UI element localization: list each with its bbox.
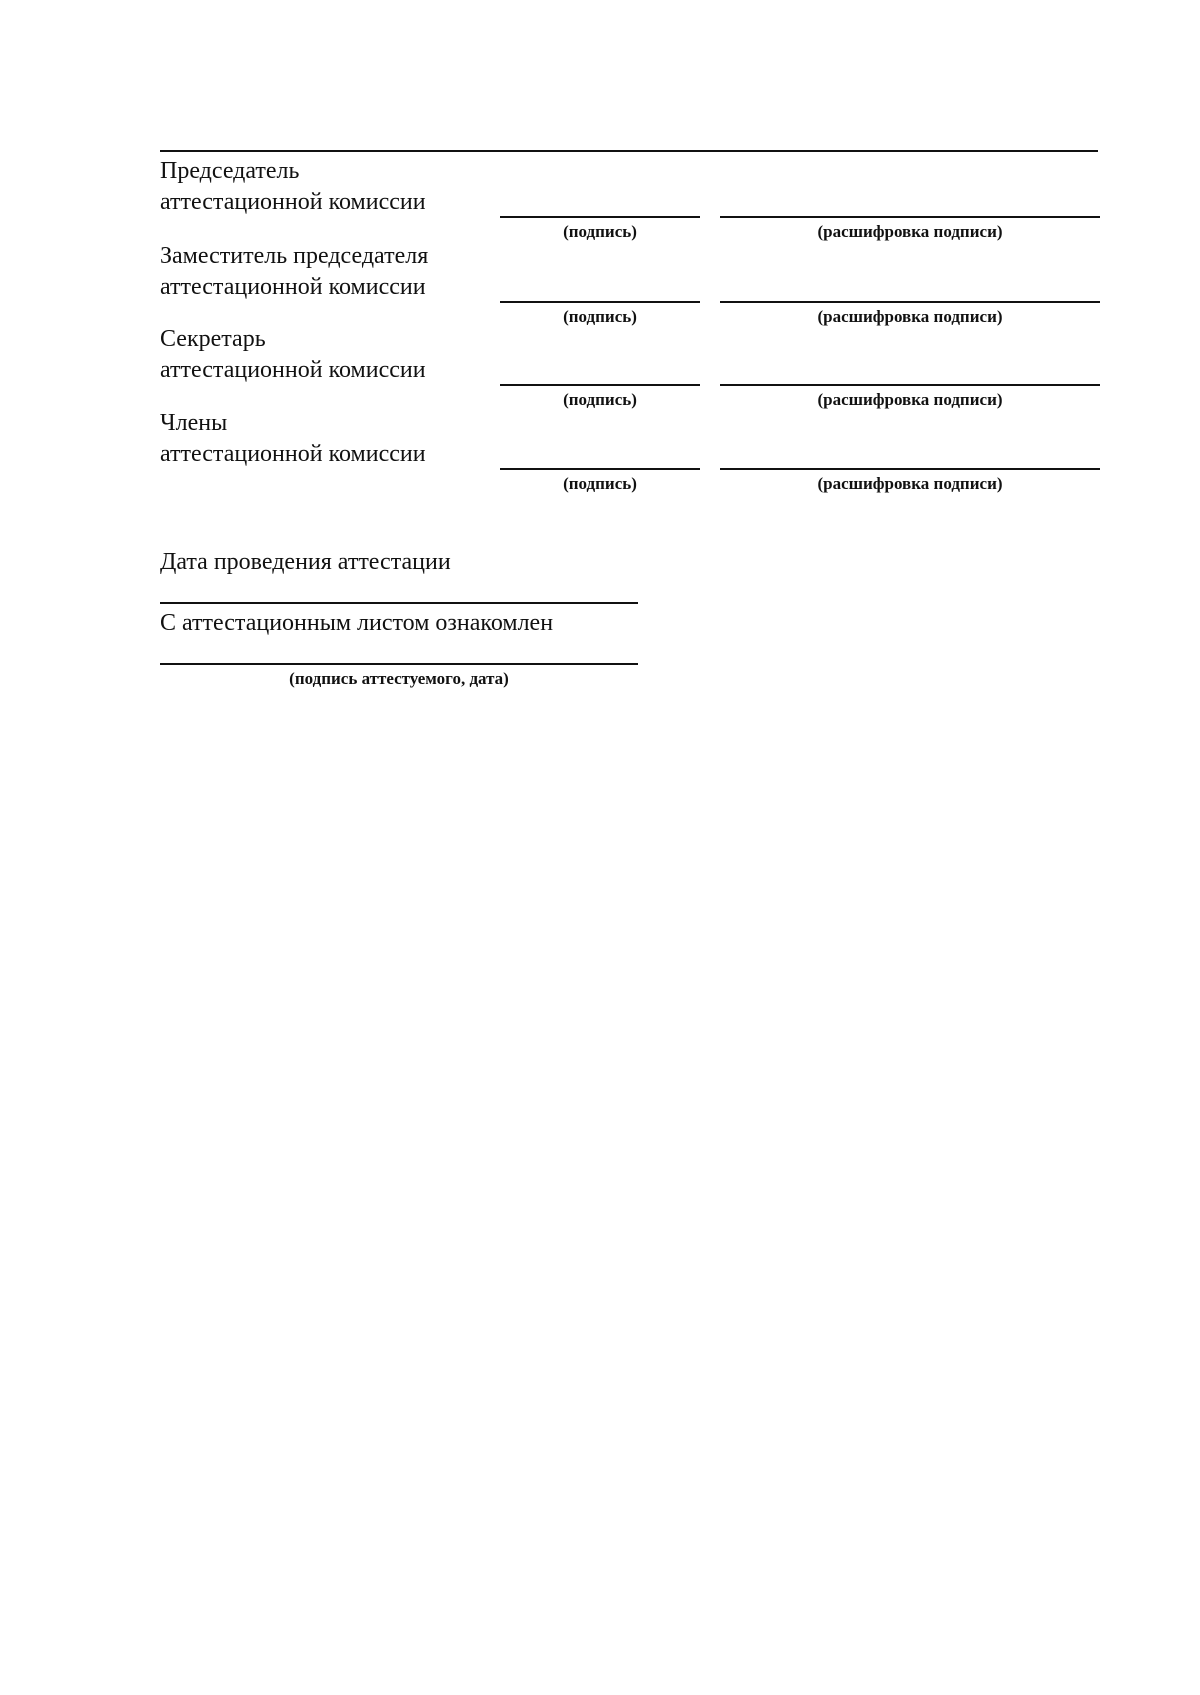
signature-line[interactable] xyxy=(500,468,700,470)
signature-decode-caption: (расшифровка подписи) xyxy=(817,390,1003,409)
signature-line[interactable] xyxy=(500,384,700,386)
role-title: Заместитель председателя xyxy=(160,243,429,269)
role-label xyxy=(160,241,490,303)
role-commission: аттестационной комиссии xyxy=(160,274,426,300)
role-commission: аттестационной комиссии xyxy=(160,357,426,383)
signature-caption: (подпись) xyxy=(563,307,637,326)
signature-line[interactable] xyxy=(500,216,700,218)
role-title: Секретарь xyxy=(160,326,266,352)
acknowledgement-caption: (подпись аттестуемого, дата) xyxy=(289,669,509,688)
acknowledgement-label: С аттестационным листом ознакомлен xyxy=(160,610,554,636)
signature-decode-line[interactable] xyxy=(720,216,1100,218)
signature-decode-caption: (расшифровка подписи) xyxy=(817,474,1003,493)
role-title: Председатель xyxy=(160,158,300,184)
attestation-date-label: Дата проведения аттестации xyxy=(160,549,451,575)
signature-decode-line[interactable] xyxy=(720,384,1100,386)
signature-caption: (подпись) xyxy=(563,222,637,241)
role-title: Члены xyxy=(160,410,228,436)
signature-decode-line[interactable] xyxy=(720,468,1100,470)
signature-line[interactable] xyxy=(500,301,700,303)
signature-block-deputy xyxy=(0,241,1200,325)
role-label xyxy=(160,156,490,218)
signature-block-chairman xyxy=(0,156,1200,240)
signature-decode-caption: (расшифровка подписи) xyxy=(817,222,1003,241)
role-commission: аттестационной комиссии xyxy=(160,189,426,215)
signature-caption: (подпись) xyxy=(563,474,637,493)
role-label xyxy=(160,324,490,386)
signature-block-members xyxy=(0,408,1200,492)
top-divider xyxy=(160,150,1098,152)
role-commission: аттестационной комиссии xyxy=(160,441,426,467)
acknowledgement-signature-line[interactable] xyxy=(160,663,638,665)
signature-block-secretary xyxy=(0,324,1200,408)
attestation-date-line[interactable] xyxy=(160,602,638,604)
signature-decode-caption: (расшифровка подписи) xyxy=(817,307,1003,326)
role-label xyxy=(160,408,490,470)
signature-decode-line[interactable] xyxy=(720,301,1100,303)
signature-caption: (подпись) xyxy=(563,390,637,409)
